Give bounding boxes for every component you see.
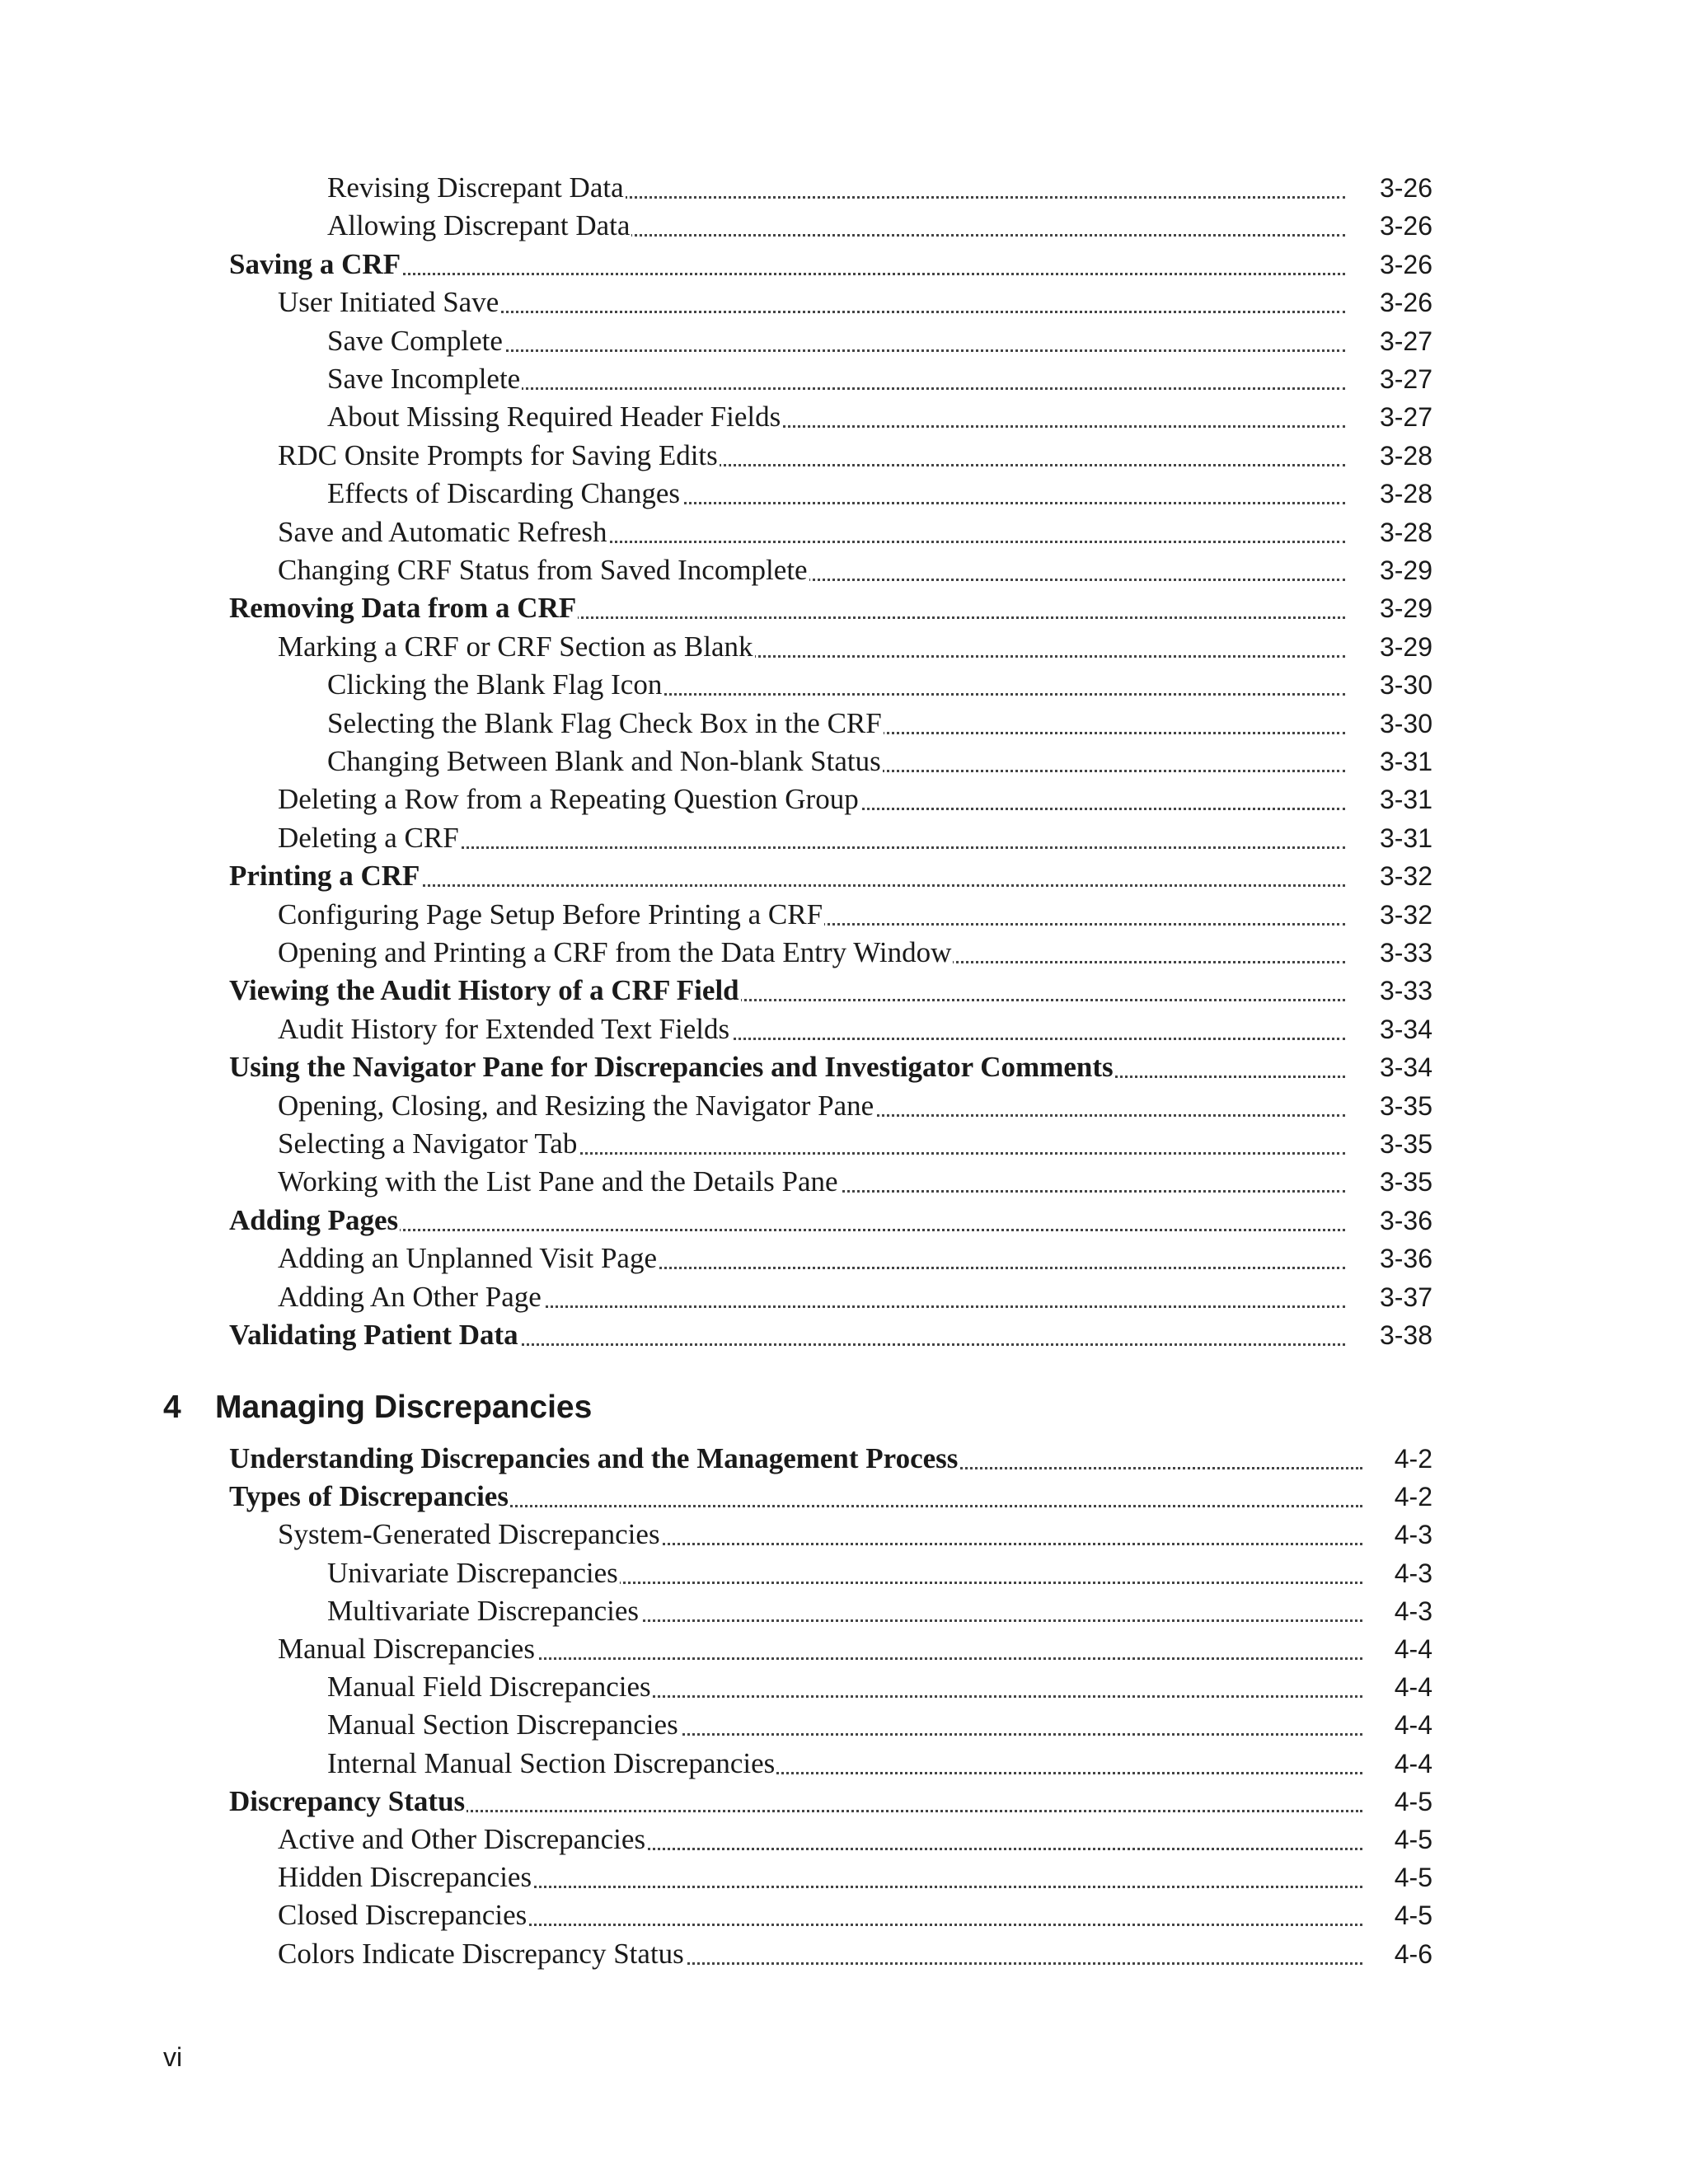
- toc-entry[interactable]: [0, 934, 1688, 972]
- toc-entry-title[interactable]: System-Generated Discrepancies: [278, 1518, 660, 1551]
- toc-page-number[interactable]: 4-5: [1394, 1825, 1432, 1854]
- toc-entry-title[interactable]: Save Complete: [327, 324, 503, 357]
- toc-entry[interactable]: [0, 1278, 1688, 1316]
- toc-entry-line: [278, 934, 1345, 972]
- toc-entry[interactable]: [0, 1048, 1688, 1086]
- toc-entry-title[interactable]: Audit History for Extended Text Fields: [278, 1012, 730, 1045]
- toc-entry-title[interactable]: Univariate Discrepancies: [327, 1556, 618, 1589]
- chapter-heading: [163, 1387, 592, 1428]
- toc-entry[interactable]: [0, 896, 1688, 934]
- toc-page-number[interactable]: 3-37: [1379, 1282, 1432, 1312]
- toc-entry-title[interactable]: User Initiated Save: [278, 286, 499, 319]
- toc-page-number[interactable]: 4-3: [1394, 1596, 1432, 1626]
- toc-page-number[interactable]: 4-5: [1394, 1863, 1432, 1893]
- toc-entry-line: [278, 1163, 1345, 1201]
- toc-page-number[interactable]: 3-27: [1379, 402, 1432, 433]
- toc-entry[interactable]: [0, 589, 1688, 627]
- toc-entry-line: [278, 1010, 1345, 1048]
- toc-page-number[interactable]: 4-2: [1394, 1482, 1432, 1512]
- toc-entry[interactable]: [0, 705, 1688, 743]
- toc-entry-line: [278, 1278, 1345, 1316]
- toc-entry-title[interactable]: Printing a CRF: [229, 860, 420, 893]
- toc-page-number[interactable]: 3-36: [1379, 1244, 1432, 1274]
- toc-entry-line: [278, 1896, 1362, 1934]
- toc-entry-title[interactable]: Changing Between Blank and Non-blank Status: [327, 745, 881, 777]
- toc-entry[interactable]: [0, 284, 1688, 321]
- toc-entry-line: [229, 1048, 1345, 1086]
- toc-entry-line: [278, 1516, 1362, 1554]
- toc-entry-title[interactable]: Manual Discrepancies: [278, 1633, 535, 1665]
- chapter-number: 4: [163, 1390, 181, 1425]
- toc-page-number[interactable]: 3-31: [1379, 823, 1432, 853]
- toc-entry-line: [278, 1858, 1362, 1896]
- toc-entry[interactable]: [0, 1516, 1688, 1554]
- toc-page-number[interactable]: 4-4: [1394, 1748, 1432, 1779]
- toc-entry[interactable]: [0, 322, 1688, 360]
- toc-entry-line: [278, 513, 1345, 551]
- toc-entry[interactable]: [0, 1858, 1688, 1896]
- toc-entry-line: [278, 628, 1345, 666]
- toc-entry[interactable]: [0, 360, 1688, 398]
- toc-page-number[interactable]: 3-33: [1379, 938, 1432, 968]
- toc-entry-title[interactable]: Adding an Unplanned Visit Page: [278, 1242, 657, 1275]
- toc-entry-title[interactable]: Closed Discrepancies: [278, 1899, 528, 1932]
- toc-page-number[interactable]: 3-32: [1379, 899, 1432, 930]
- toc-entry[interactable]: [0, 1478, 1688, 1516]
- toc-entry[interactable]: [0, 246, 1688, 284]
- toc-entry-title[interactable]: Active and Other Discrepancies: [278, 1823, 646, 1855]
- toc-page-number[interactable]: 3-29: [1379, 555, 1432, 585]
- toc-entry-line: [278, 437, 1345, 475]
- toc-page-number[interactable]: 3-34: [1379, 1052, 1432, 1083]
- toc-entry-line: [278, 1087, 1345, 1125]
- toc-page-number[interactable]: 3-26: [1379, 288, 1432, 318]
- toc-entry[interactable]: [0, 857, 1688, 895]
- toc-page-number[interactable]: 3-35: [1379, 1090, 1432, 1121]
- toc-entry-line: [327, 398, 1345, 436]
- toc-entry-title[interactable]: Adding Pages: [229, 1203, 399, 1236]
- toc-entry-title[interactable]: Multivariate Discrepancies: [327, 1594, 640, 1627]
- toc-entry-title[interactable]: Manual Section Discrepancies: [327, 1708, 678, 1741]
- toc-page-number[interactable]: 3-38: [1379, 1320, 1432, 1350]
- toc-page-number[interactable]: 3-29: [1379, 631, 1432, 662]
- toc-entry[interactable]: [0, 398, 1688, 436]
- toc-entry-line: [327, 666, 1345, 704]
- toc-entry[interactable]: [0, 1010, 1688, 1048]
- toc-entry[interactable]: [0, 513, 1688, 551]
- toc-entry-line: [327, 207, 1345, 245]
- toc-entry-line: [327, 1554, 1362, 1592]
- toc-entry-title[interactable]: Using the Navigator Pane for Discrepancies and Investigator Comments: [229, 1051, 1114, 1084]
- toc-page-number[interactable]: 4-5: [1394, 1786, 1432, 1816]
- toc-entry-line: [327, 1668, 1362, 1706]
- toc-page-number[interactable]: 3-26: [1379, 249, 1432, 279]
- toc-entry[interactable]: [0, 1163, 1688, 1201]
- toc-entry[interactable]: [0, 1706, 1688, 1744]
- toc-entry[interactable]: [0, 437, 1688, 475]
- toc-entry-line: [327, 360, 1345, 398]
- toc-entry-line: [229, 857, 1345, 895]
- toc-page-number[interactable]: 4-6: [1394, 1938, 1432, 1969]
- toc-page-number[interactable]: 3-31: [1379, 785, 1432, 815]
- toc-entry-title[interactable]: Saving a CRF: [229, 247, 401, 280]
- toc-page-number[interactable]: 3-29: [1379, 593, 1432, 624]
- toc-entry-title[interactable]: Manual Field Discrepancies: [327, 1671, 651, 1704]
- toc-entry-title[interactable]: Viewing the Audit History of a CRF Field: [229, 974, 739, 1007]
- toc-entry-line: [229, 1478, 1362, 1516]
- toc-entry-title[interactable]: Clicking the Blank Flag Icon: [327, 668, 663, 701]
- toc-page-number[interactable]: 3-35: [1379, 1167, 1432, 1197]
- toc-page-number[interactable]: 3-34: [1379, 1014, 1432, 1044]
- toc-entry[interactable]: [0, 1554, 1688, 1592]
- toc-entry[interactable]: [0, 743, 1688, 780]
- toc-page-number[interactable]: 3-33: [1379, 976, 1432, 1006]
- toc-entry-line: [327, 705, 1345, 743]
- toc-entry[interactable]: [0, 1087, 1688, 1125]
- toc-entry-line: [229, 246, 1345, 284]
- toc-entry-title[interactable]: About Missing Required Header Fields: [327, 401, 781, 434]
- toc-page-number[interactable]: 3-27: [1379, 364, 1432, 394]
- toc-entry-line: [229, 1316, 1345, 1354]
- toc-entry-title[interactable]: Opening, Closing, and Resizing the Navigator Pane: [278, 1089, 874, 1122]
- toc-page-number[interactable]: 3-36: [1379, 1205, 1432, 1235]
- toc-entry-line: [278, 1821, 1362, 1858]
- page-folio: vi: [163, 2042, 183, 2072]
- toc-entry-line: [229, 1440, 1362, 1478]
- toc-entry-title[interactable]: Revising Discrepant Data: [327, 171, 624, 204]
- toc-page-number[interactable]: 4-2: [1394, 1444, 1432, 1474]
- toc-entry-title[interactable]: Internal Manual Section Discrepancies: [327, 1746, 776, 1779]
- toc-page-number[interactable]: 3-28: [1379, 440, 1432, 471]
- toc-entry-line: [229, 1202, 1345, 1240]
- toc-entry[interactable]: [0, 819, 1688, 857]
- toc-entry-title[interactable]: Selecting the Blank Flag Check Box in the CRF: [327, 706, 882, 739]
- toc-entry-title[interactable]: Working with the List Pane and the Details Pane: [278, 1165, 838, 1198]
- toc-entry[interactable]: [0, 1783, 1688, 1821]
- toc-page-number[interactable]: 3-30: [1379, 708, 1432, 738]
- toc-entry-line: [327, 1745, 1362, 1783]
- toc-entry-title[interactable]: Removing Data from a CRF: [229, 592, 577, 625]
- toc-entry-line: [278, 780, 1345, 818]
- chapter-title: Managing Discrepancies: [215, 1390, 593, 1425]
- toc-entry[interactable]: [0, 628, 1688, 666]
- toc-page-number[interactable]: 4-5: [1394, 1900, 1432, 1931]
- toc-entry[interactable]: [0, 780, 1688, 818]
- toc-entry-line: [327, 1592, 1362, 1630]
- toc-entry-title[interactable]: Understanding Discrepancies and the Management Process: [229, 1442, 959, 1474]
- toc-entry-title[interactable]: Validating Patient Data: [229, 1319, 518, 1351]
- toc-entry-title[interactable]: Hidden Discrepancies: [278, 1861, 532, 1894]
- toc-entry[interactable]: [0, 1668, 1688, 1706]
- toc-page-number[interactable]: 4-3: [1394, 1520, 1432, 1550]
- toc-entry-title[interactable]: Marking a CRF or CRF Section as Blank: [278, 630, 753, 663]
- toc-entry-title[interactable]: Save and Automatic Refresh: [278, 515, 607, 548]
- toc-entry-line: [278, 1630, 1362, 1668]
- toc-entry[interactable]: [0, 1935, 1688, 1973]
- toc-page-number[interactable]: 3-26: [1379, 173, 1432, 203]
- toc-entry-line: [278, 1240, 1345, 1277]
- toc-entry[interactable]: [0, 475, 1688, 513]
- toc-page-number[interactable]: 3-35: [1379, 1129, 1432, 1159]
- toc-page-number[interactable]: 3-28: [1379, 517, 1432, 547]
- toc-entry[interactable]: [0, 1316, 1688, 1354]
- toc-entry-line: [229, 972, 1345, 1010]
- toc-entry[interactable]: [0, 1202, 1688, 1240]
- toc-entry-title[interactable]: Save Incomplete: [327, 363, 521, 395]
- toc-entry-title[interactable]: Effects of Discarding Changes: [327, 477, 680, 510]
- toc-entry-title[interactable]: Colors Indicate Discrepancy Status: [278, 1937, 684, 1970]
- toc-entry[interactable]: [0, 666, 1688, 704]
- toc-page-number[interactable]: 3-32: [1379, 861, 1432, 892]
- toc-entry-title[interactable]: RDC Onsite Prompts for Saving Edits: [278, 438, 718, 471]
- toc-entry-line: [327, 169, 1345, 207]
- toc-entry-title[interactable]: Discrepancy Status: [229, 1784, 466, 1817]
- toc-entry-line: [278, 1935, 1362, 1973]
- toc-entry[interactable]: [0, 1440, 1688, 1478]
- toc-entry[interactable]: [0, 1592, 1688, 1630]
- toc-entry[interactable]: [0, 1125, 1688, 1163]
- toc-entry[interactable]: [0, 1745, 1688, 1783]
- toc-entry-title[interactable]: Adding An Other Page: [278, 1280, 542, 1313]
- toc-page-number[interactable]: 3-27: [1379, 326, 1432, 356]
- toc-entry-title[interactable]: Deleting a Row from a Repeating Question Group: [278, 783, 859, 816]
- toc-entry-line: [278, 284, 1345, 321]
- toc-entry[interactable]: [0, 972, 1688, 1010]
- toc-page-number[interactable]: 3-30: [1379, 670, 1432, 701]
- toc-entry-title[interactable]: Changing CRF Status from Saved Incomplete: [278, 554, 808, 586]
- toc-entry-title[interactable]: Opening and Printing a CRF from the Data Entry Window: [278, 936, 952, 968]
- toc-entry-line: [229, 1783, 1362, 1821]
- toc-entry[interactable]: [0, 1821, 1688, 1858]
- toc-entry-line: [229, 589, 1345, 627]
- toc-entry-line: [278, 896, 1345, 934]
- toc-entry-line: [278, 819, 1345, 857]
- toc-entry-line: [327, 322, 1345, 360]
- toc-entry[interactable]: [0, 169, 1688, 207]
- toc-entry-title[interactable]: Types of Discrepancies: [229, 1480, 509, 1513]
- toc-entry-line: [278, 551, 1345, 589]
- toc-page-number[interactable]: 4-3: [1394, 1558, 1432, 1588]
- toc-page-number[interactable]: 3-28: [1379, 479, 1432, 509]
- toc-entry-title[interactable]: Selecting a Navigator Tab: [278, 1127, 578, 1160]
- toc-page-number[interactable]: 3-31: [1379, 747, 1432, 776]
- toc-entry[interactable]: [0, 207, 1688, 245]
- toc-page-number[interactable]: 3-26: [1379, 211, 1432, 241]
- toc-entry-line: [327, 743, 1345, 780]
- toc-entry[interactable]: [0, 1240, 1688, 1277]
- toc-entry[interactable]: [0, 1896, 1688, 1934]
- toc-entry-title[interactable]: Deleting a CRF: [278, 821, 459, 854]
- toc-entry-title[interactable]: Allowing Discrepant Data: [327, 209, 631, 242]
- toc-entry-title[interactable]: Configuring Page Setup Before Printing a CRF: [278, 898, 823, 930]
- toc-entry[interactable]: [0, 1630, 1688, 1668]
- toc-entry-line: [327, 1706, 1362, 1744]
- toc-page-number[interactable]: 4-4: [1394, 1672, 1432, 1703]
- toc-entry-line: [278, 1125, 1345, 1163]
- toc-entry-line: [327, 475, 1345, 513]
- toc-page-number[interactable]: 4-4: [1394, 1710, 1432, 1741]
- toc-entry[interactable]: [0, 551, 1688, 589]
- toc-page-number[interactable]: 4-4: [1394, 1634, 1432, 1664]
